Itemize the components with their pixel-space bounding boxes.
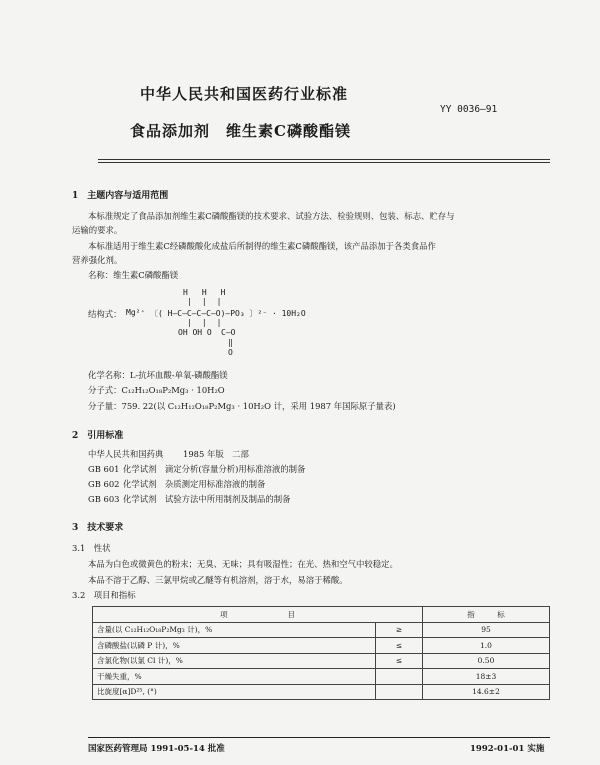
structure-oh-row: OH OH O [178, 328, 212, 337]
table-cell-item: 含氯化物(以氯 Cl 计)，% [93, 653, 376, 669]
reference-2-desc: 化学试剂 滴定分析(容量分析)用标准溶液的制备 [123, 464, 306, 474]
section-1-para-2-line-1: 本标准适用于维生素C经磷酸酸化成盐后所制得的维生素C磷酸酯镁，该产品添加于各类食品作 [88, 241, 436, 251]
reference-3-code: GB 602 [88, 479, 120, 489]
table-cell-sign: ≤ [376, 653, 423, 669]
table-row [93, 638, 550, 654]
section-1-heading: 1 主题内容与适用范围 [72, 191, 169, 201]
structure-bonds-bottom: ||| [187, 318, 232, 327]
structure-h-row: H H H [183, 288, 229, 297]
table-header-value: 指 标 [423, 607, 550, 623]
table-header-item: 项 目 [93, 607, 423, 623]
compound-name: 名称：维生素C磷酸酯镁 [88, 270, 179, 280]
table-cell-sign [376, 684, 423, 700]
structure-o-bottom: O [228, 348, 233, 357]
document-title: 食品添加剂 维生素C磷酸酯镁 [130, 122, 351, 140]
standard-number: YY 0036—91 [440, 104, 498, 115]
reference-1-code: 中华人民共和国药典 [88, 449, 164, 459]
table-cell-value: 0.50 [423, 653, 550, 669]
specification-table [92, 606, 550, 700]
reference-4-desc: 化学试剂 试验方法中所用制剂及制品的制备 [123, 494, 291, 504]
table-header-row [93, 607, 550, 623]
subsection-3-1-para-2: 本品不溶于乙醇、三氯甲烷或乙醚等有机溶剂，溶于水，易溶于稀酸。 [88, 575, 348, 585]
chemical-name: 化学名称：L-抗坏血酸-单氧-磷酸酯镁 [88, 370, 228, 380]
section-1-para-1-line-2: 运输的要求。 [72, 225, 123, 235]
table-cell-item: 含磷酸盐(以磷 P 计)，% [93, 638, 376, 654]
structure-bonds-top: ||| [187, 297, 232, 306]
table-cell-value: 14.6±2 [423, 684, 550, 700]
table-row [93, 684, 550, 700]
structure-label: 结构式： [88, 309, 122, 319]
structure-mg: Mg²⁺ [126, 308, 146, 317]
subsection-3-2: 3.2 项目和指标 [72, 590, 136, 600]
implementation-date: 1992-01-01 实施 [470, 744, 545, 754]
structure-main-chain: 〔( H—C—C—C—C—O)—PO₃ 〕²⁻ · 10H₂O [150, 309, 306, 318]
reference-3-desc: 化学试剂 杂质测定用标准溶液的制备 [123, 479, 266, 489]
molecular-formula: 分子式：C₁₂H₁₂O₁₈P₂Mg₃ · 10H₂O [88, 385, 225, 395]
footer-rule [88, 737, 550, 738]
reference-4-code: GB 603 [88, 494, 120, 504]
header-rule [98, 159, 550, 160]
table-cell-value: 95 [423, 622, 550, 638]
molecular-weight: 分子量：759. 22(以 C₁₂H₁₂O₁₈P₂Mg₃ · 10H₂O 计，采用 1987 年国际原子量表) [88, 401, 396, 411]
table-cell-item: 比旋度[α]D²⁵, (°) [93, 684, 376, 700]
standard-category-title: 中华人民共和国医药行业标准 [140, 85, 349, 103]
section-3-heading: 3 技术要求 [72, 523, 124, 533]
subsection-3-1-para-1: 本品为白色或微黄色的粉末；无臭、无味；具有吸湿性；在光、热和空气中较稳定。 [88, 559, 398, 569]
table-row [93, 653, 550, 669]
table-cell-sign: ≤ [376, 638, 423, 654]
subsection-3-1: 3.1 性状 [72, 543, 111, 553]
table-row [93, 622, 550, 638]
reference-1-desc: 1985 年版 二部 [183, 449, 249, 459]
section-1-para-1-line-1: 本标准规定了食品添加剂维生素C磷酸酯镁的技术要求、试验方法、检验规则、包装、标志、贮存与 [88, 211, 455, 221]
table-cell-sign: ≥ [376, 622, 423, 638]
reference-2-code: GB 601 [88, 464, 120, 474]
table-row [93, 669, 550, 685]
table-cell-value: 1.0 [423, 638, 550, 654]
section-1-para-2-line-2: 营养强化剂。 [72, 255, 123, 265]
table-cell-value: 18±3 [423, 669, 550, 685]
table-cell-sign [376, 669, 423, 685]
header-rule-2 [98, 162, 550, 163]
structure-ring-c: C—O [221, 328, 236, 337]
approval-date: 国家医药管理局 1991-05-14 批准 [88, 744, 225, 754]
section-2-heading: 2 引用标准 [72, 431, 124, 441]
structure-bond-double: ‖ [228, 338, 233, 347]
table-cell-item: 干燥失重，% [93, 669, 376, 685]
table-cell-item: 含量(以 C₁₂H₁₂O₁₈P₂Mg₃ 计)，% [93, 622, 376, 638]
